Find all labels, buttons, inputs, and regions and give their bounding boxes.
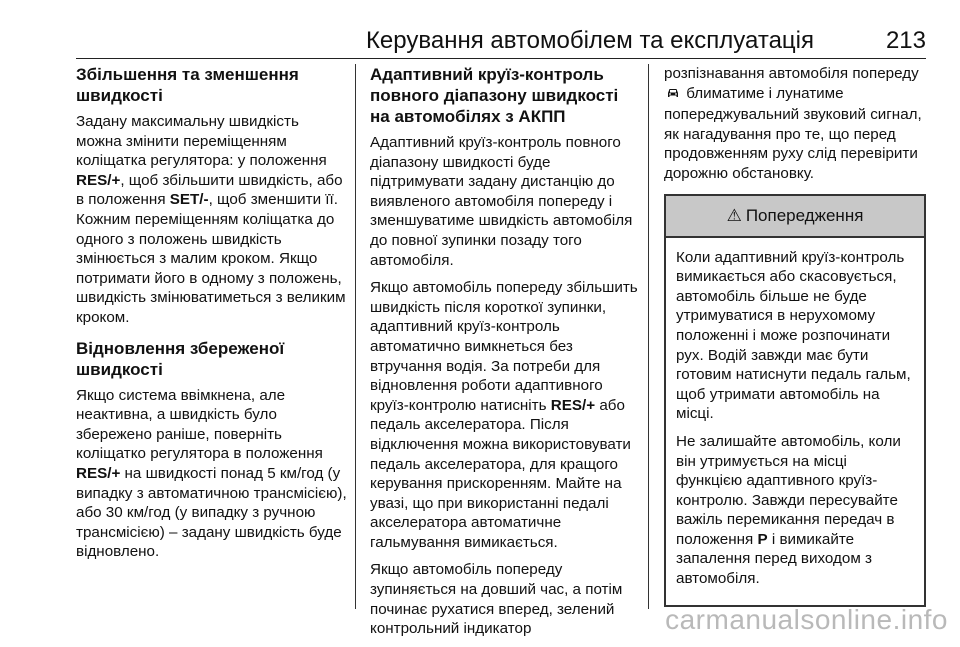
column-3 [664,64,928,607]
warning-paragraph: Не залишайте автомобіль, коли він утримується на місці функцією адаптивного круїз-контролю. Завжди пересувайте важіль перемикання передач в положення P і вимикайте запалення перед виходом з автомобіля. [676,432,901,588]
set-minus-label: SET/- [169,191,209,209]
warning-title: Попередження [745,205,864,225]
section-heading-restore-speed: Відновлення збереженої швидкості [76,338,285,379]
column-1 [76,64,348,570]
res-plus-label: RES/+ [76,464,121,482]
warning-header [666,196,924,238]
paragraph: Якщо система ввімкнена, але неактивна, а швидкість було збережено раніше, поверніть коліщатко регулятора в положення RES/+ на швидкості понад 5 км/год (у випадку з автоматичною трансмісією), або 30 км/год (у випадку з ручною трансмісією) – задану швидкість буде відновлено. [76,386,347,561]
column-divider [355,64,356,609]
res-plus-label: RES/+ [550,396,596,414]
warning-body [666,238,924,605]
park-position-label: P [757,530,768,548]
warning-paragraph: Коли адаптивний круїз-контроль вимикається або скасовується, автомобіль більше не буде утримуватися в нерухомому положенні і може розпочинати рух. Водій завжди має бути готовим натиснути педаль гальм, щоб утримати автомобіль на місці. [676,248,911,423]
section-heading-adaptive-cruise: Адаптивний круїз-контроль повного діапазону швидкості на автомобілях з АКПП [370,65,619,126]
page-number: 213 [885,27,926,54]
paragraph: Адаптивний круїз-контроль повного діапазону швидкості буде підтримувати задану дистанцію до виявленого автомобіля попереду і зменшуватиме швидкість автомобіля до повної зупинки позаду того автомобіля. [370,134,633,269]
watermark: carmanualsonline.info [665,604,948,635]
warning-icon: ⚠ [726,205,742,225]
res-plus-label: RES/+ [76,171,121,189]
vehicle-ahead-icon [666,86,680,106]
column-2 [370,64,638,647]
paragraph: Якщо автомобіль попереду збільшить швидкість після короткої зупинки, адаптивний круїз-контроль автоматично вимкнеться без втручання водія. За потреби для відновлення роботи адаптивного круїз-контролю натисніть RES/+ або педаль акселератора. Після відключення можна використовувати педаль акселератора, для кращого керування прискоренням. Майте на увазі, що при використанні педалі акселератора автоматичне гальмування вимикається. [370,279,638,551]
column-divider [648,64,649,609]
paragraph: розпізнавання автомобіля попереду блиматиме і лунатиме попереджувальний звуковий сигнал, як нагадування про те, що перед продовженням руху слід перевірити дорожню обстановку. [664,65,922,182]
paragraph: Задану максимальну швидкість можна змінити переміщенням коліщатка регулятора: у положення RES/+, щоб збільшити швидкість, або в положення SET/-, щоб зменшити її. Кожним переміщенням коліщатка до одного з положень швидкість змінюється з малим кроком. Якщо потримати його в одному з положень, швидкість змінюватиметься з великим кроком. [76,113,346,326]
warning-box [664,194,926,607]
header-rule [76,58,926,59]
header-title: Керування автомобілем та експлуатація [365,27,814,54]
paragraph: Якщо автомобіль попереду зупиняється на довший час, а потім починає рухатися вперед, зелений контрольний індикатор [370,561,623,638]
page-header [0,26,926,60]
section-heading-speed-change: Збільшення та зменшення швидкості [76,65,299,105]
